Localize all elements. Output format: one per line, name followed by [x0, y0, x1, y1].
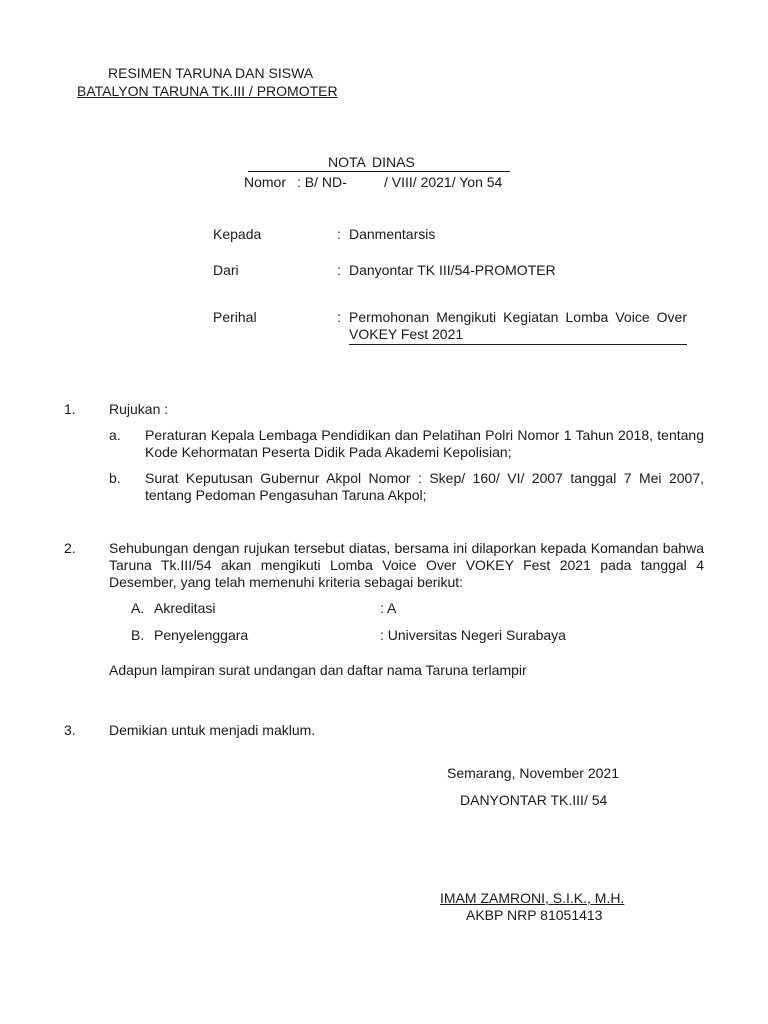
criteria-a-label: Akreditasi: [154, 600, 216, 616]
header-line-1: RESIMEN TARUNA DAN SISWA: [108, 65, 314, 81]
criteria-a-value: : A: [380, 600, 397, 616]
rujukan-a-letter: a.: [109, 427, 121, 443]
nomor-suffix: / VIII/ 2021/ Yon 54: [384, 174, 503, 190]
nomor-prefix: : B/ ND-: [297, 174, 347, 190]
dari-colon: :: [337, 262, 341, 278]
section-1-number: 1.: [64, 401, 76, 417]
perihal-rule: [349, 344, 687, 345]
kepada-label: Kepada: [213, 226, 262, 242]
criteria-b-letter: B.: [131, 627, 145, 643]
signature-place-date: Semarang, November 2021: [447, 765, 619, 781]
rujukan-a-text: Peraturan Kepala Lembaga Pendidikan dan Pelatihan Polri Nomor 1 Tahun 2018, tentang Kode Kehormatan Peserta Didik Pada Akademi Kepolisian;: [145, 427, 704, 460]
attachment-note: Adapun lampiran surat undangan dan daftar nama Taruna terlampir: [109, 662, 527, 678]
criteria-b-value: : Universitas Negeri Surabaya: [380, 627, 566, 643]
rujukan-b-letter: b.: [109, 470, 121, 486]
criteria-a-letter: A.: [131, 600, 145, 616]
signature-position: DANYONTAR TK.III/ 54: [460, 792, 608, 808]
section-3-text: Demikian untuk menjadi maklum.: [109, 722, 316, 738]
signature-rank: AKBP NRP 81051413: [466, 907, 603, 923]
section-1-title: Rujukan :: [109, 401, 169, 417]
kepada-colon: :: [337, 226, 341, 242]
dari-value: Danyontar TK III/54-PROMOTER: [349, 262, 556, 278]
title-rule: [248, 171, 510, 172]
perihal-colon: :: [337, 309, 341, 325]
section-2-text: Sehubungan dengan rujukan tersebut diatas, bersama ini dilaporkan kepada Komandan bahwa Taruna Tk.III/54 akan mengikuti Lomba Voice Over VOKEY Fest 2021 pada tanggal 4 Desember, yang telah memenuhi kriteria sebagai berikut:: [109, 540, 704, 590]
criteria-b-label: Penyelenggara: [154, 627, 249, 643]
kepada-value: Danmentarsis: [349, 226, 436, 242]
rujukan-b-text: Surat Keputusan Gubernur Akpol Nomor : Skep/ 160/ VI/ 2007 tanggal 7 Mei 2007, tentang Pedoman Pengasuhan Taruna Akpol;: [145, 470, 704, 503]
signature-name: IMAM ZAMRONI, S.I.K., M.H.: [440, 890, 625, 906]
title-dinas: DINAS: [372, 154, 415, 170]
section-3-number: 3.: [64, 722, 76, 738]
nomor-label: Nomor: [244, 174, 287, 190]
section-2-number: 2.: [64, 540, 76, 556]
perihal-value: Permohonan Mengikuti Kegiatan Lomba Voice Over VOKEY Fest 2021: [349, 309, 687, 342]
header-line-2: BATALYON TARUNA TK.III / PROMOTER: [77, 83, 338, 99]
title-nota: NOTA: [328, 154, 366, 170]
dari-label: Dari: [213, 262, 239, 278]
perihal-label: Perihal: [213, 309, 257, 325]
